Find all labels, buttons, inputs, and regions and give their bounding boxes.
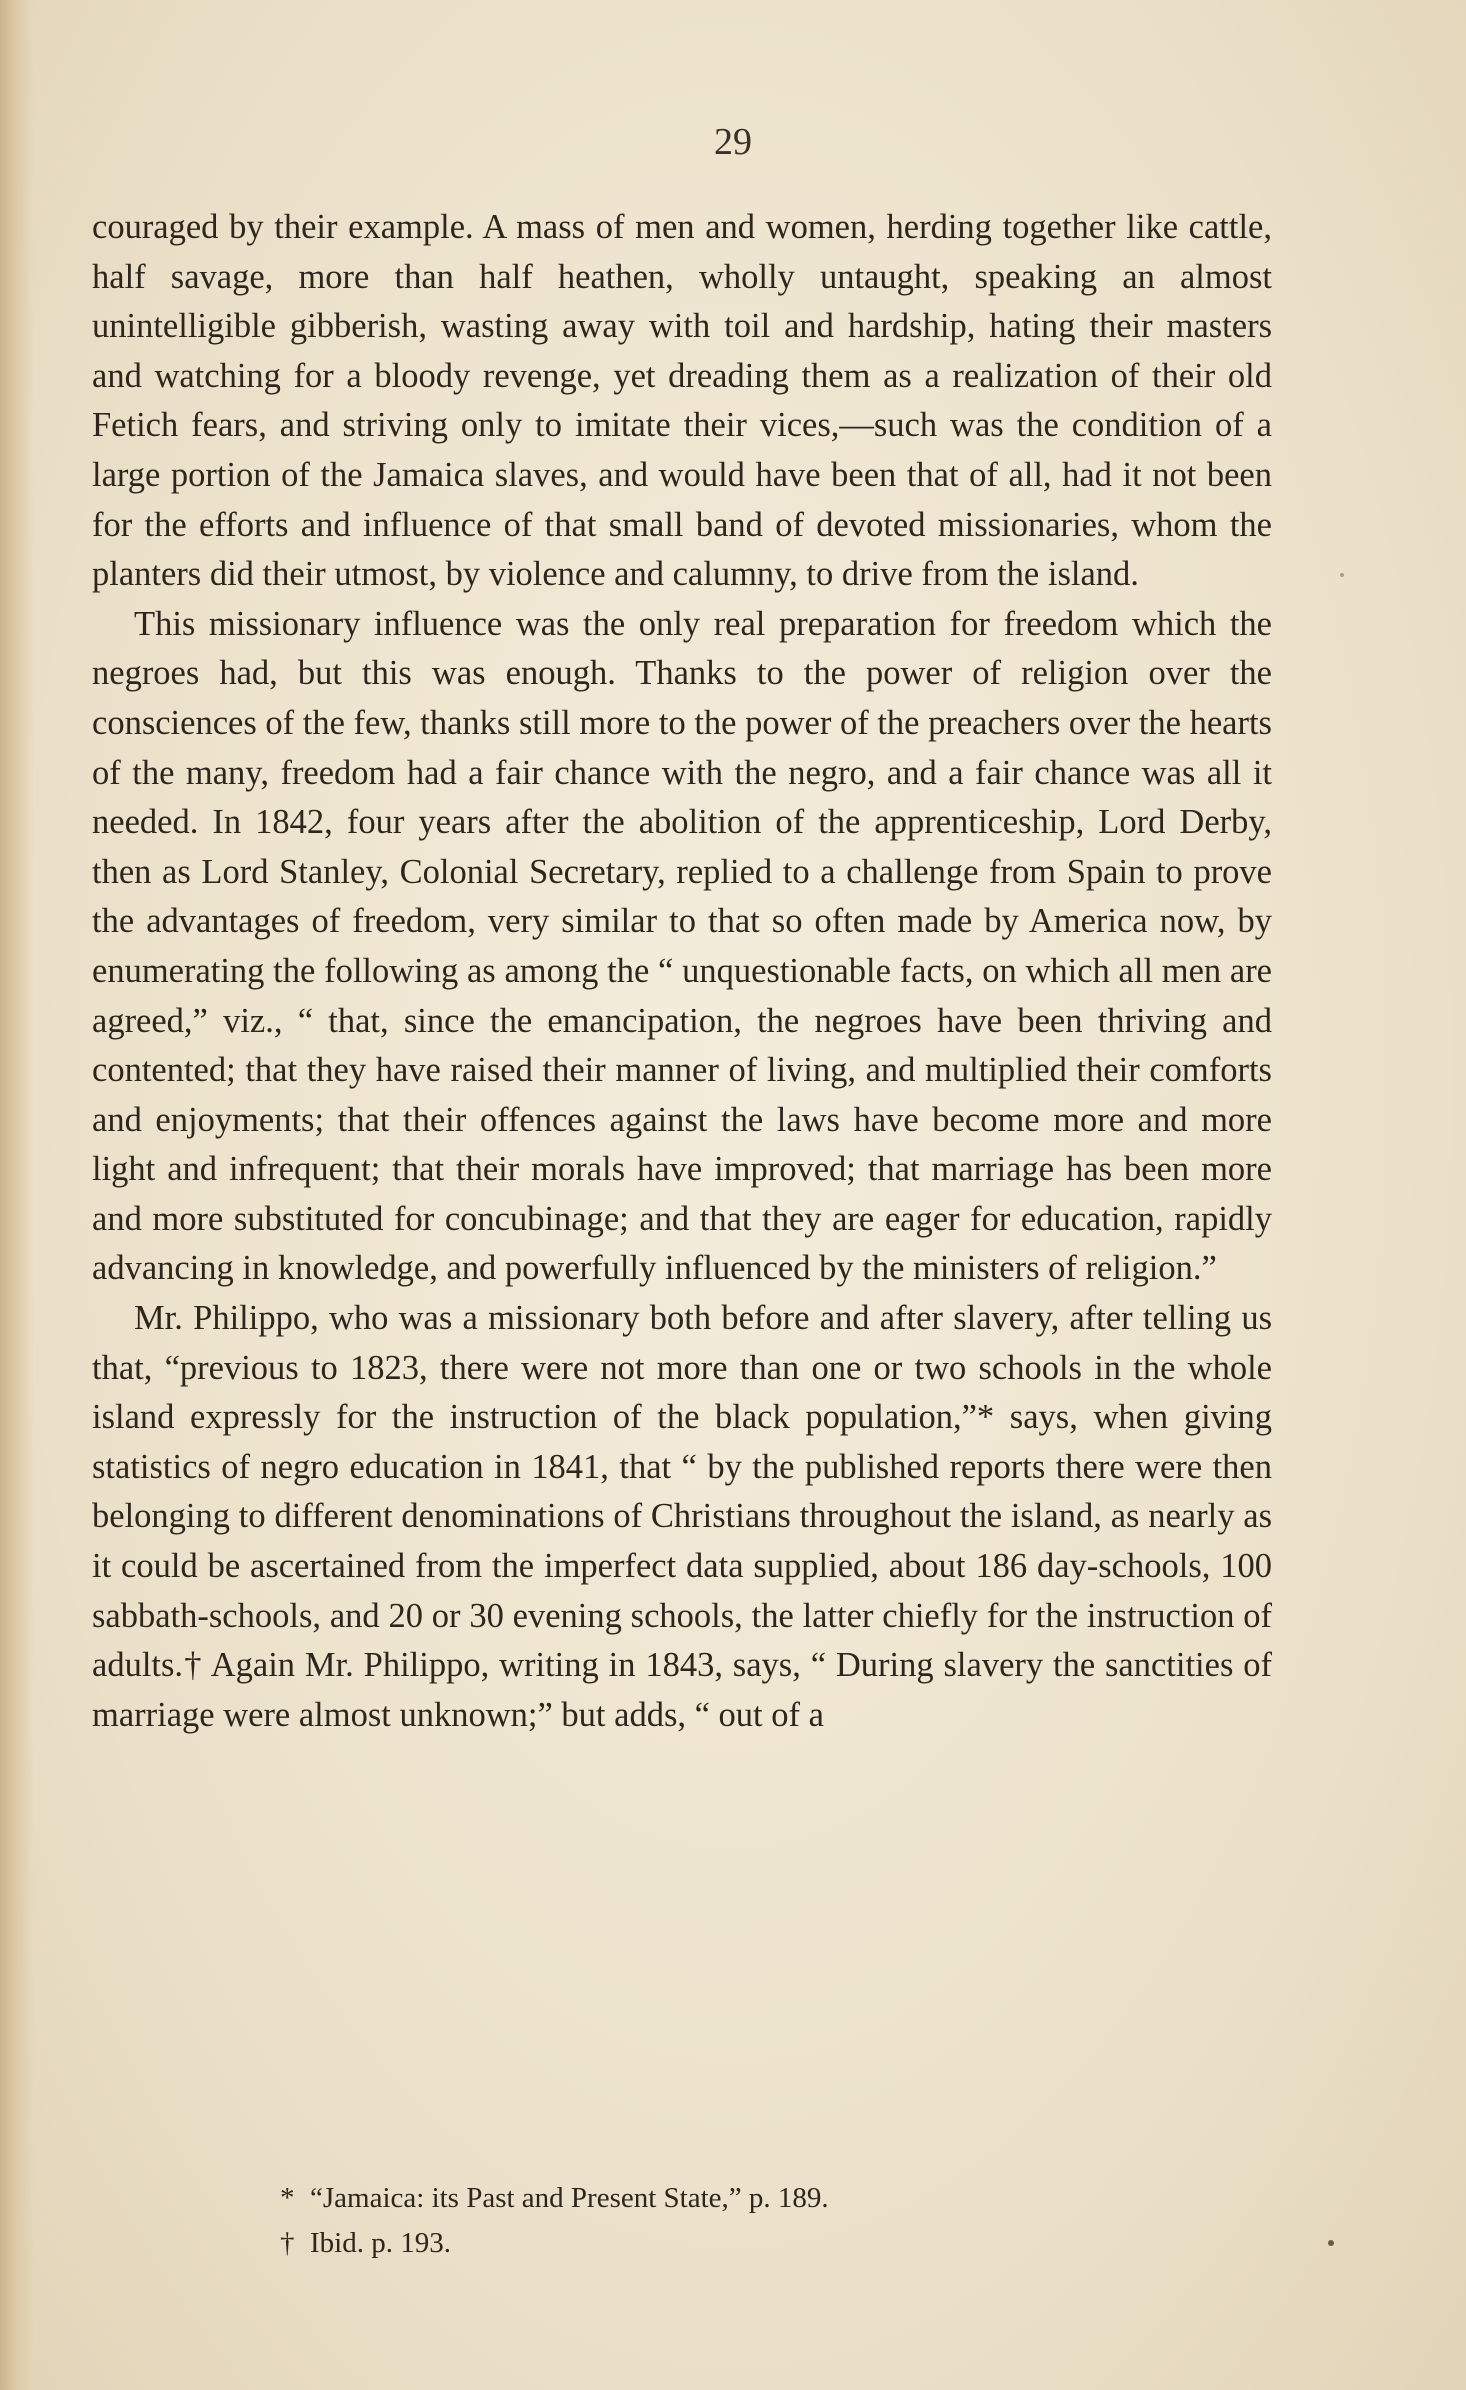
paper-speck xyxy=(1328,2240,1334,2246)
page-number: 29 xyxy=(714,121,752,163)
footnote-text: Ibid. p. 193. xyxy=(310,2227,451,2259)
paragraph-1: couraged by their example. A mass of men and women, herding together like cattle, half savage, more than half heathen, wholly untaught, speaking an almost unintelligible gibberish, wasting away with toil and hardship, hating their masters and watching for a bloody revenge, yet dreading them as a realization of their old Fetich fears, and striving only to imitate their vices,—such was the condition of a large portion of the Jamaica slaves, and would have been that of all, had it not been for the efforts and influence of that small band of devoted missionaries, whom the planters did their utmost, by violence and calumny, to drive from the island. xyxy=(92,208,1272,594)
footnote-2 xyxy=(280,2221,1180,2266)
footnote-marker: † xyxy=(280,2227,295,2259)
footnote-text: “Jamaica: its Past and Present State,” p. 189. xyxy=(310,2182,829,2214)
paragraph-3: Mr. Philippo, who was a missionary both before and after slavery, after telling us that, “previous to 1823, there were not more than one or two schools in the whole island expressly for the instruction of the black population,”* says, when giving statistics of negro education in 1841, that “ by the published reports there were then belonging to different denominations of Christians throughout the island, as nearly as it could be ascertained from the imperfect data supplied, about 186 day-schools, 100 sabbath-schools, and 20 or 30 evening schools, the latter chiefly for the instruction of adults.† Again Mr. Philippo, writing in 1843, says, “ During slavery the sanctities of marriage were almost unknown;” but adds, “ out of a xyxy=(92,1299,1272,1734)
footnote-1 xyxy=(280,2176,1180,2221)
paragraph-2: This missionary influence was the only real preparation for freedom which the negroes had, but this was enough. Thanks to the power of religion over the consciences of the few, thanks still more to the power of the preachers over the hearts of the many, freedom had a fair chance with the negro, and a fair chance was all it needed. In 1842, four years after the abolition of the apprenticeship, Lord Derby, then as Lord Stanley, Colonial Secretary, replied to a challenge from Spain to prove the advantages of freedom, very similar to that so often made by America now, by enumerating the following as among the “ unquestionable facts, on which all men are agreed,” viz., “ that, since the emancipation, the negroes have been thriving and contented; that they have raised their manner of living, and multiplied their comforts and enjoyments; that their offences against the laws have become more and more light and infrequent; that their morals have improved; that marriage has been more and more substituted for concubinage; and that they are eager for education, rapidly advancing in knowledge, and powerfully influenced by the ministers of religion.” xyxy=(92,604,1272,1288)
footnotes xyxy=(280,2176,1180,2266)
paper-speck xyxy=(1340,573,1344,577)
footnote-marker: * xyxy=(280,2182,295,2214)
page-spine-shadow xyxy=(0,0,34,2390)
body-text xyxy=(92,203,1272,1740)
